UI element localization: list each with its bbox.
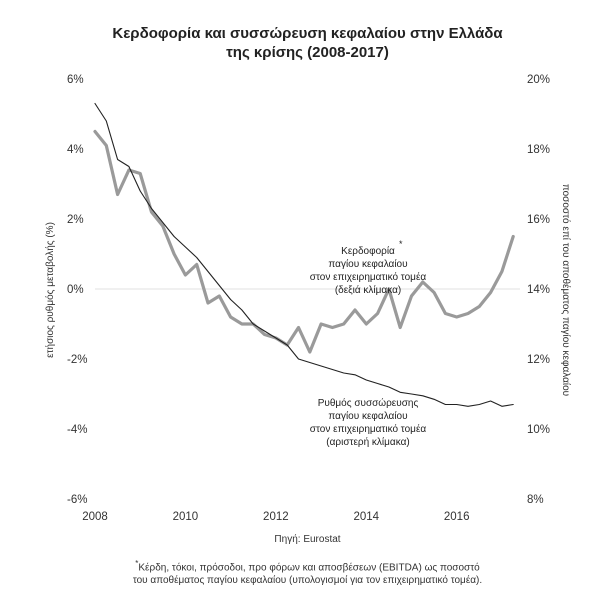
footnote-asterisk: * xyxy=(135,559,139,568)
profitability-annotation-line: (δεξιά κλίμακα) xyxy=(334,285,402,296)
y-left-tick-label: 0% xyxy=(67,284,84,296)
y-left-tick-label: -2% xyxy=(67,354,88,366)
x-tick-label: 2010 xyxy=(172,511,199,523)
y-left-tick-label: 6% xyxy=(67,74,84,86)
profitability-series-line xyxy=(95,132,513,353)
x-tick-label: 2016 xyxy=(443,511,470,523)
y-right-tick-label: 8% xyxy=(527,494,544,506)
y-right-tick-label: 20% xyxy=(527,74,551,86)
y-left-tick-label: 2% xyxy=(67,214,84,226)
footnote xyxy=(0,557,615,587)
y-right-tick-label: 10% xyxy=(527,424,551,436)
y-left-tick-label: -4% xyxy=(67,424,88,436)
source-note: Πηγή: Eurostat xyxy=(274,534,341,545)
x-tick-label: 2014 xyxy=(353,511,380,523)
profitability-annotation xyxy=(310,239,427,296)
profitability-annotation-line: στον επιχειρηματικό τομέα xyxy=(309,272,427,283)
x-tick-label: 2012 xyxy=(263,511,289,523)
chart-title-line-1: Κερδοφορία και συσσώρευση κεφαλαίου στην Ελλάδα xyxy=(112,25,503,42)
x-tick-label: 2008 xyxy=(82,511,108,523)
accumulation-annotation-line: (αριστερή κλίμακα) xyxy=(326,437,410,448)
accumulation-annotation-line: Ρυθμός συσσώρευσης xyxy=(317,398,419,409)
y-left-tick-label: 4% xyxy=(67,144,84,156)
accumulation-series-line xyxy=(95,104,513,407)
y-axis-left-label: ετήσιος ρυθμός μεταβολής (%) xyxy=(45,222,56,358)
profitability-annotation-line: Κερδοφορία xyxy=(341,246,395,257)
footnote-line-1 xyxy=(0,557,615,574)
footnote-text-1: Κέρδη, τόκοι, πρόσοδοι, προ φόρων και αποσβέσεων (EBITDA) ως ποσοστό xyxy=(138,562,480,574)
chart-title-line-2: της κρίσης (2008-2017) xyxy=(226,44,389,61)
accumulation-annotation-line: παγίου κεφαλαίου xyxy=(328,411,408,422)
y-right-tick-label: 18% xyxy=(527,144,551,156)
y-left-tick-label: -6% xyxy=(67,494,88,506)
profitability-annotation-asterisk: * xyxy=(399,239,403,249)
y-axis-right-label: ποσοστό επί του αποθέματος παγίου κεφαλαίου xyxy=(560,183,571,397)
profitability-annotation-line: παγίου κεφαλαίου xyxy=(328,259,408,270)
y-right-tick-label: 12% xyxy=(527,354,551,366)
accumulation-annotation xyxy=(310,397,427,448)
y-right-tick-label: 14% xyxy=(527,284,551,296)
footnote-line-2: του αποθέματος παγίου κεφαλαίου (υπολογισμοί για τον επιχειρηματικό τομέα). xyxy=(132,575,483,587)
accumulation-annotation-line: στον επιχειρηματικό τομέα xyxy=(309,424,427,435)
y-right-tick-label: 16% xyxy=(527,214,551,226)
